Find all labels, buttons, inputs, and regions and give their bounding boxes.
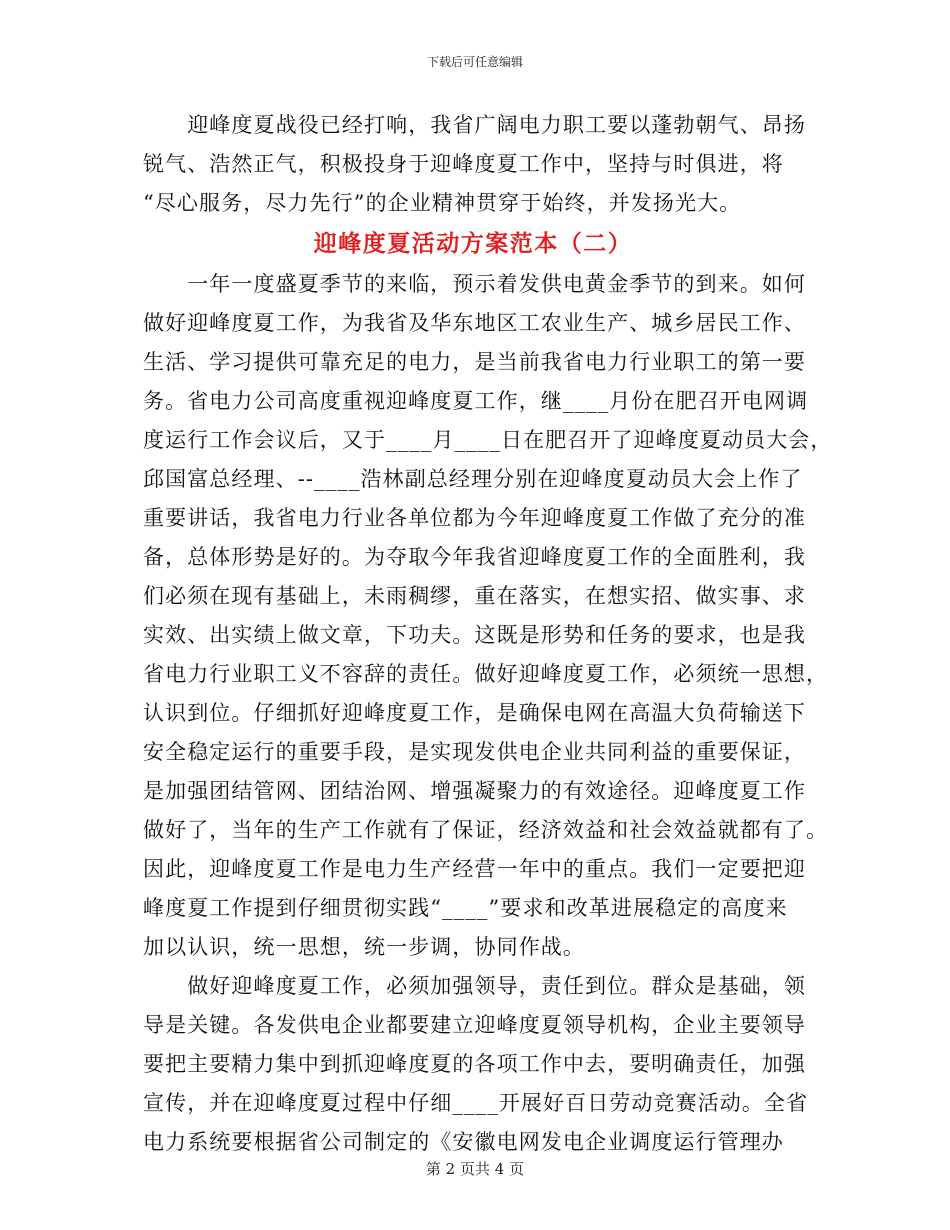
text-line: 省电力行业职工义不容辞的责任。做好迎峰度夏工作，必须统一思想， xyxy=(143,662,829,686)
text-line: 要把主要精力集中到抓迎峰度夏的各项工作中去，要明确责任，加强 xyxy=(143,1052,806,1076)
text-line: 生活、学习提供可靠充足的电力，是当前我省电力行业职工的第一要 xyxy=(143,350,806,374)
text-line: “尽心服务，尽力先行”的企业精神贯穿于始终，并发扬光大。 xyxy=(143,191,742,215)
text-line: 做好迎峰度夏工作，为我省及华东地区工农业生产、城乡居民工作、 xyxy=(143,311,806,335)
text-line: 们必须在现有基础上，未雨稠缪，重在落实，在想实招、做实事、求 xyxy=(143,584,806,608)
text-line: 重要讲话，我省电力行业各单位都为今年迎峰度夏工作做了充分的准 xyxy=(143,506,806,530)
text-line: 邱国富总经理、--____浩林副总经理分别在迎峰度夏动员大会上作了 xyxy=(143,467,803,491)
section-title: 迎峰度夏活动方案范本（二） xyxy=(313,230,633,257)
text-line: 是加强团结管网、团结治网、增强凝聚力的有效途径。迎峰度夏工作 xyxy=(143,779,806,803)
text-line: 度运行工作会议后，又于____月____日在肥召开了迎峰度夏动员大会， xyxy=(143,428,833,452)
text-line: 做好了，当年的生产工作就有了保证，经济效益和社会效益就都有了。 xyxy=(143,818,829,842)
text-line: 务。省电力公司高度重视迎峰度夏工作，继____月份在肥召开电网调 xyxy=(143,389,809,413)
text-line: 加以认识，统一思想，统一步调，协同作战。 xyxy=(143,935,585,959)
text-line: 锐气、浩然正气，积极投身于迎峰度夏工作中，坚持与时俱进，将 xyxy=(143,152,784,176)
text-line: 宣传，并在迎峰度夏过程中仔细____开展好百日劳动竞赛活动。全省 xyxy=(143,1091,809,1115)
page-footer: 第 2 页共 4 页 xyxy=(425,1160,525,1178)
text-line: 做好迎峰度夏工作，必须加强领导，责任到位。群众是基础，领 xyxy=(143,974,806,998)
text-line: 电力系统要根据省公司制定的《安徽电网发电企业调度运行管理办 xyxy=(143,1130,784,1154)
text-line: 导是关键。各发供电企业都要建立迎峰度夏领导机构，企业主要领导 xyxy=(143,1013,806,1037)
text-line: 安全稳定运行的重要手段，是实现发供电企业共同利益的重要保证， xyxy=(143,740,806,764)
text-line: 峰度夏工作提到仔细贯彻实践“____”要求和改革进展稳定的高度来 xyxy=(143,896,788,920)
text-line: 实效、出实绩上做文章，下功夫。这既是形势和任务的要求，也是我 xyxy=(143,623,806,647)
paragraph-leadership xyxy=(143,967,809,1162)
text-line: 一年一度盛夏季节的来临，预示着发供电黄金季节的到来。如何 xyxy=(143,272,806,296)
page-header: 下载后可任意编辑 xyxy=(426,55,523,69)
paragraph-main xyxy=(143,265,833,967)
paragraph-intro xyxy=(143,106,806,223)
document-body xyxy=(143,106,833,1162)
text-line: 认识到位。仔细抓好迎峰度夏工作，是确保电网在高温大负荷输送下 xyxy=(143,701,806,725)
text-line: 因此，迎峰度夏工作是电力生产经营一年中的重点。我们一定要把迎 xyxy=(143,857,806,881)
text-line: 备，总体形势是好的。为夺取今年我省迎峰度夏工作的全面胜利，我 xyxy=(143,545,806,569)
text-line: 迎峰度夏战役已经打响，我省广阔电力职工要以蓬勃朝气、昂扬 xyxy=(143,113,806,137)
